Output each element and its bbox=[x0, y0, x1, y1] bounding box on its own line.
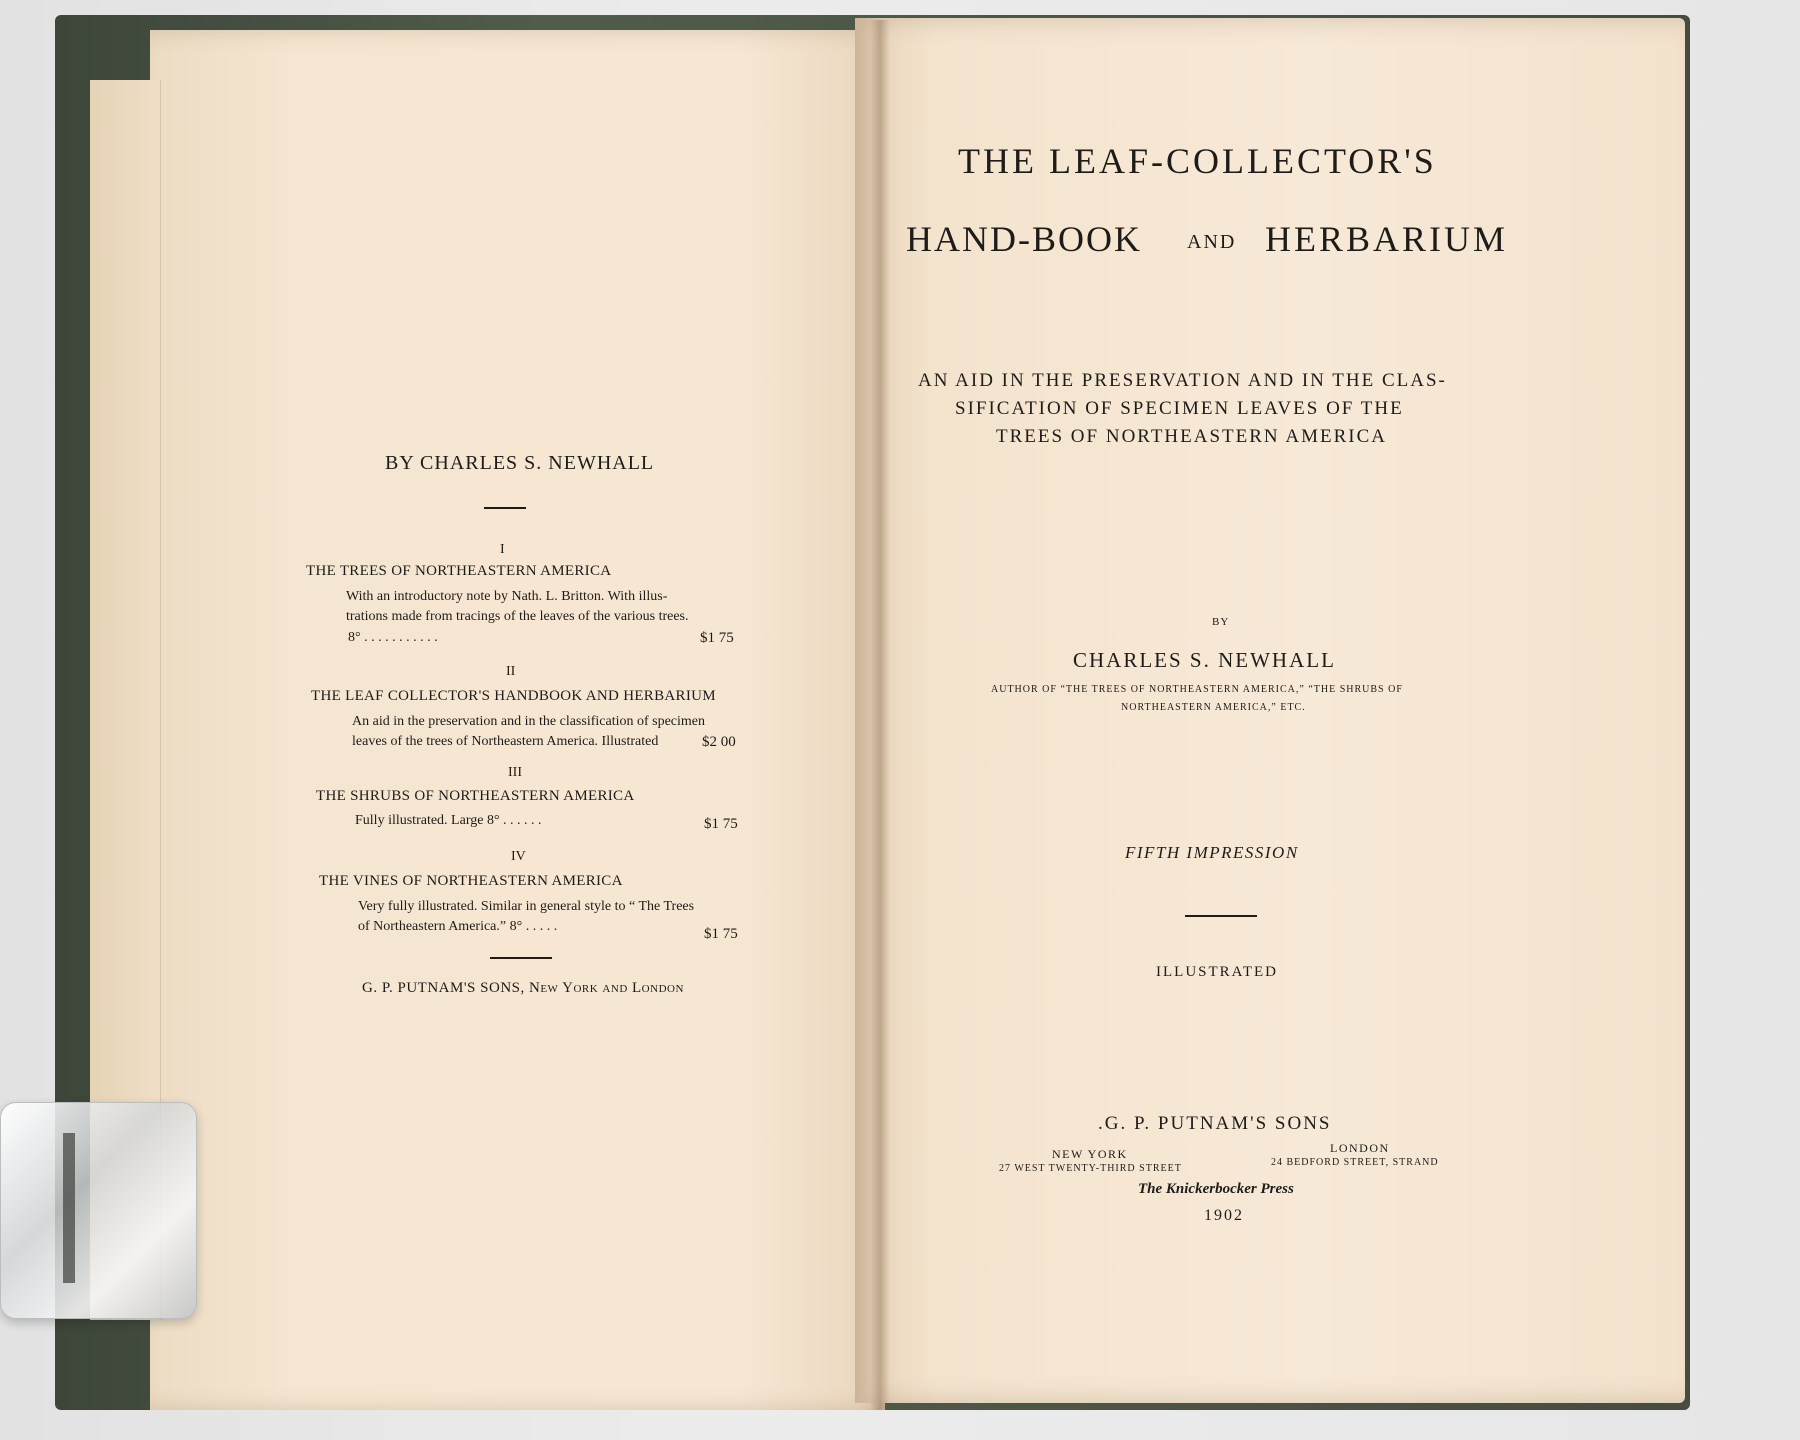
book-4-title: THE VINES OF NORTHEASTERN AMERICA bbox=[319, 873, 623, 889]
subtitle-line-3: TREES OF NORTHEASTERN AMERICA bbox=[996, 426, 1387, 447]
glass-weight bbox=[0, 1102, 197, 1319]
subtitle-line-1: AN AID IN THE PRESERVATION AND IN THE CLAS- bbox=[918, 370, 1447, 391]
book-2-title: THE LEAF COLLECTOR'S HANDBOOK AND HERBARIUM bbox=[311, 688, 716, 704]
book-2-price: $2 00 bbox=[702, 734, 736, 750]
book-1-line-2: trations made from tracings of the leaves of the various trees. bbox=[346, 609, 689, 624]
book-3-title: THE SHRUBS OF NORTHEASTERN AMERICA bbox=[316, 788, 635, 804]
book-3-numeral: III bbox=[508, 765, 522, 780]
by-label: BY bbox=[1212, 616, 1230, 628]
impression: FIFTH IMPRESSION bbox=[1125, 843, 1299, 862]
author-note-line-1: AUTHOR OF “THE TREES OF NORTHEASTERN AMERICA,” “THE SHRUBS OF bbox=[991, 684, 1403, 695]
author-name: CHARLES S. NEWHALL bbox=[1073, 648, 1336, 672]
title-line-1: THE LEAF-COLLECTOR'S bbox=[958, 141, 1437, 181]
book-2-line-2: leaves of the trees of Northeastern America. Illustrated bbox=[352, 734, 659, 749]
left-heading-rule bbox=[484, 507, 526, 509]
publication-year: 1902 bbox=[1204, 1207, 1244, 1224]
impression-rule bbox=[1185, 915, 1257, 917]
book-3-line-1: Fully illustrated. Large 8° . . . . . . bbox=[355, 813, 542, 828]
author-note-line-2: NORTHEASTERN AMERICA,” ETC. bbox=[1121, 702, 1306, 713]
left-footer-rule bbox=[490, 957, 552, 959]
title-line-2-a: HAND-BOOK bbox=[906, 219, 1142, 259]
book-gutter bbox=[870, 20, 890, 1410]
book-4-numeral: IV bbox=[511, 849, 526, 864]
book-4-price: $1 75 bbox=[704, 926, 738, 942]
address-london: 24 BEDFORD STREET, STRAND bbox=[1271, 1157, 1439, 1168]
glass-weight-reflection bbox=[63, 1133, 75, 1283]
book-2-numeral: II bbox=[506, 664, 516, 679]
city-london: LONDON bbox=[1330, 1141, 1390, 1155]
left-publisher: G. P. PUTNAM'S SONS, New York and London bbox=[362, 980, 684, 996]
book-1-line-1: With an introductory note by Nath. L. Britton. With illus- bbox=[346, 589, 668, 604]
book-1-price: $1 75 bbox=[700, 630, 734, 646]
book-4-line-1: Very fully illustrated. Similar in general style to “ The Trees bbox=[358, 899, 695, 914]
city-new-york: NEW YORK bbox=[1052, 1147, 1128, 1161]
book-4-line-2: of Northeastern America.” 8° . . . . . bbox=[358, 919, 558, 934]
press-imprint: The Knickerbocker Press bbox=[1138, 1181, 1294, 1197]
address-new-york: 27 WEST TWENTY-THIRD STREET bbox=[999, 1163, 1182, 1174]
illustrated: ILLUSTRATED bbox=[1156, 964, 1278, 980]
publisher-name: .G. P. PUTNAM'S SONS bbox=[1098, 1113, 1332, 1134]
book-1-title: THE TREES OF NORTHEASTERN AMERICA bbox=[306, 563, 612, 579]
subtitle-line-2: SIFICATION OF SPECIMEN LEAVES OF THE bbox=[955, 398, 1404, 419]
title-line-2-b: HERBARIUM bbox=[1265, 219, 1509, 259]
book-1-numeral: I bbox=[500, 542, 505, 557]
book-3-price: $1 75 bbox=[704, 816, 738, 832]
left-heading: BY CHARLES S. NEWHALL bbox=[385, 452, 655, 474]
book-2-line-1: An aid in the preservation and in the classification of specimen bbox=[352, 714, 706, 729]
title-line-2-and: AND bbox=[1187, 231, 1237, 253]
book-1-format: 8° . . . . . . . . . . . bbox=[348, 630, 438, 645]
